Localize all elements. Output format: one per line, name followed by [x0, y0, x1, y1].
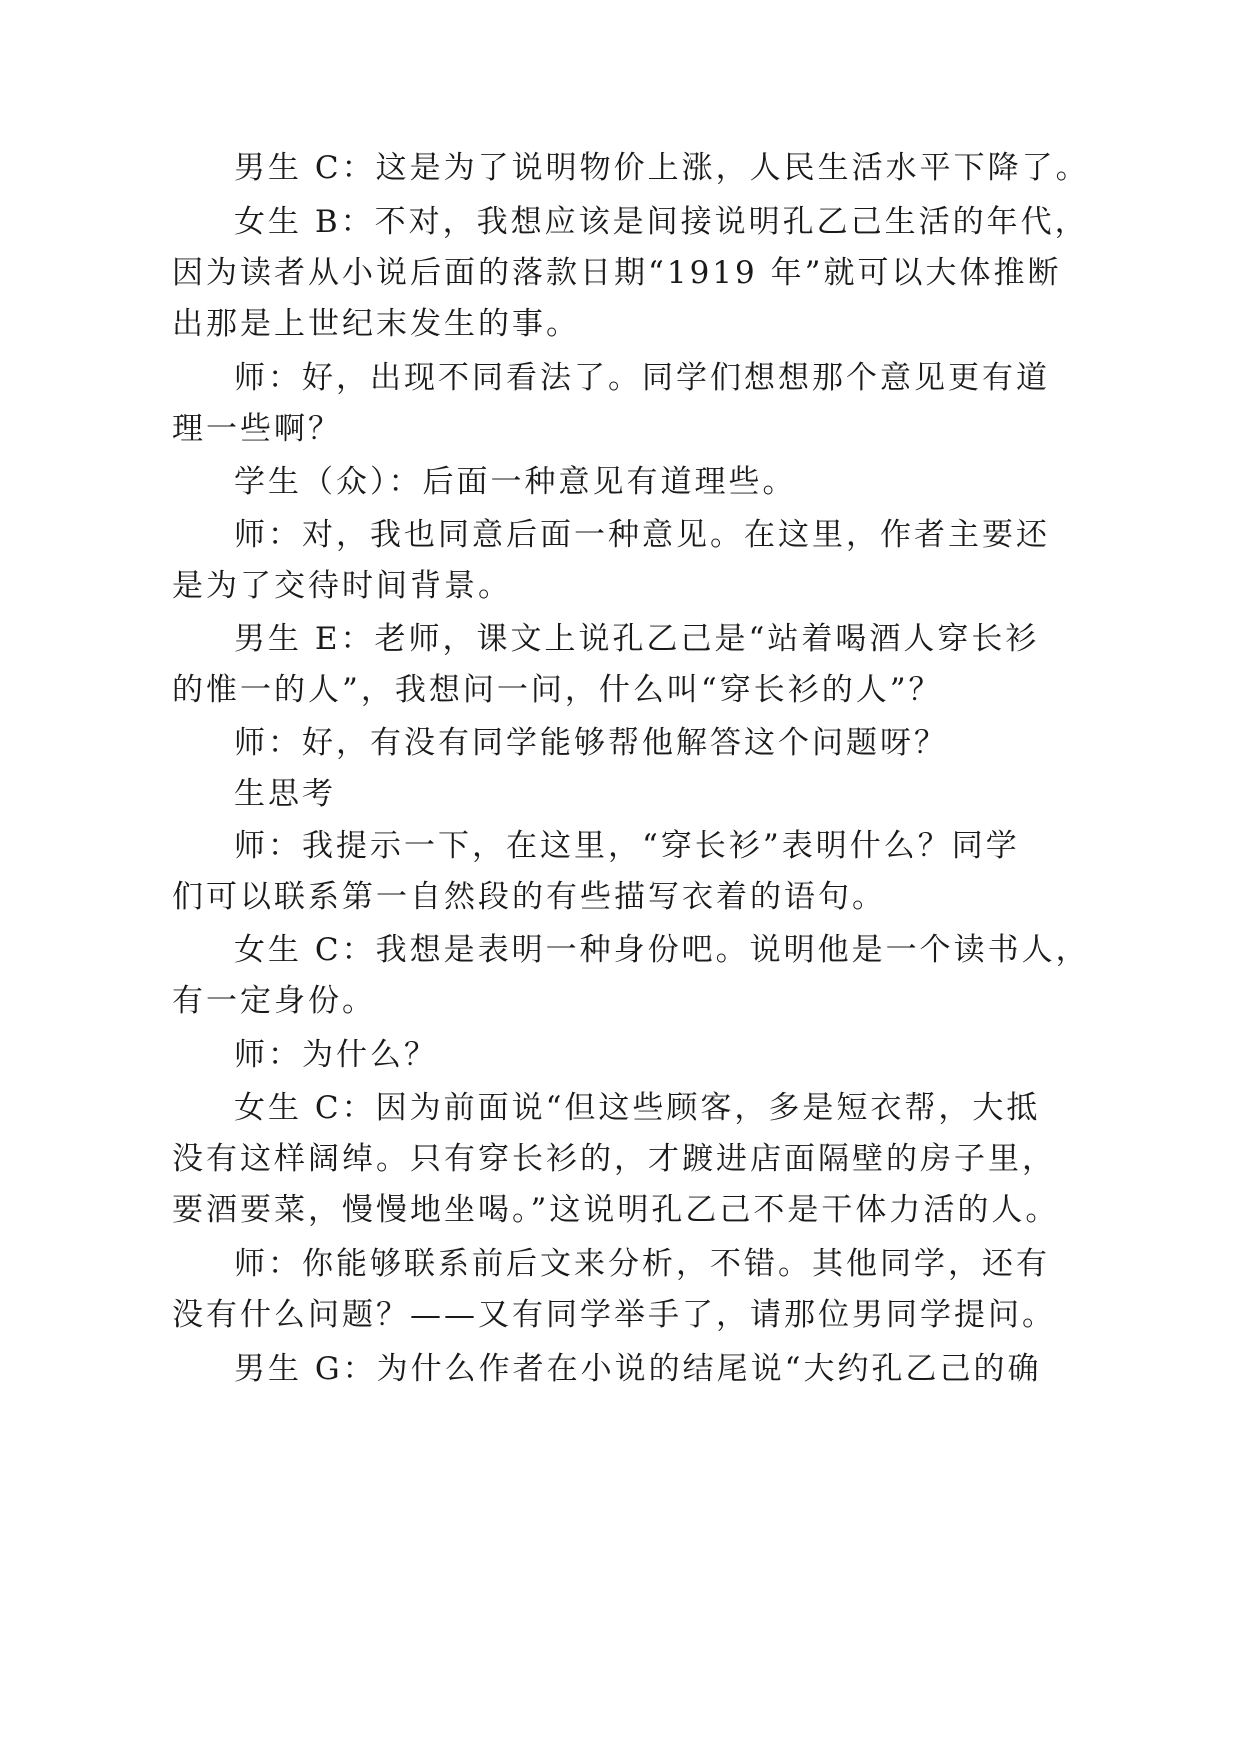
paragraph-line: 没有这样阔绰。只有穿长衫的，才踱进店面隔壁的房子里， [172, 1141, 1056, 1177]
paragraph-line: 学生（众）：后面一种意见有道理些。 [234, 464, 797, 500]
paragraph-line: 女生 B：不对，我想应该是间接说明孔乙己生活的年代， [234, 204, 1089, 240]
paragraph-line: 师：好，出现不同看法了。同学们想想那个意见更有道 [234, 360, 1050, 396]
paragraph-line: 男生 G：为什么作者在小说的结尾说“大约孔乙己的确 [234, 1351, 1042, 1387]
paragraph-line: 师：对，我也同意后面一种意见。在这里，作者主要还 [234, 517, 1050, 553]
paragraph-line: 师：你能够联系前后文来分析，不错。其他同学，还有 [234, 1246, 1050, 1282]
paragraph-line: 男生 E：老师，课文上说孔乙己是“站着喝酒人穿长衫 [234, 621, 1040, 657]
paragraph-line: 因为读者从小说后面的落款日期“1919 年”就可以大体推断 [172, 255, 1062, 291]
paragraph-line: 女生 C：我想是表明一种身份吧。说明他是一个读书人， [234, 932, 1090, 968]
paragraph-line: 有一定身份。 [172, 983, 376, 1019]
paragraph-line: 是为了交待时间背景。 [172, 568, 512, 604]
paragraph-line: 理一些啊？ [172, 411, 342, 447]
paragraph-line: 生思考 [234, 776, 336, 812]
paragraph-line: 女生 C：因为前面说“但这些顾客，多是短衣帮，大抵 [234, 1090, 1041, 1126]
paragraph-line: 要酒要菜，慢慢地坐喝。”这说明孔乙己不是干体力活的人。 [172, 1192, 1060, 1228]
paragraph-line: 的惟一的人”，我想问一问，什么叫“穿长衫的人”？ [172, 672, 943, 708]
paragraph-line: 出那是上世纪末发生的事。 [172, 306, 580, 342]
paragraph-line: 们可以联系第一自然段的有些描写衣着的语句。 [172, 879, 886, 915]
paragraph-line: 师：我提示一下，在这里，“穿长衫”表明什么？同学 [234, 828, 1020, 864]
paragraph-line: 师：为什么？ [234, 1037, 438, 1073]
paragraph-line: 男生 C：这是为了说明物价上涨，人民生活水平下降了。 [234, 150, 1090, 186]
paragraph-line: 师：好，有没有同学能够帮他解答这个问题呀？ [234, 725, 948, 761]
paragraph-line: 没有什么问题？——又有同学举手了，请那位男同学提问。 [172, 1297, 1056, 1333]
